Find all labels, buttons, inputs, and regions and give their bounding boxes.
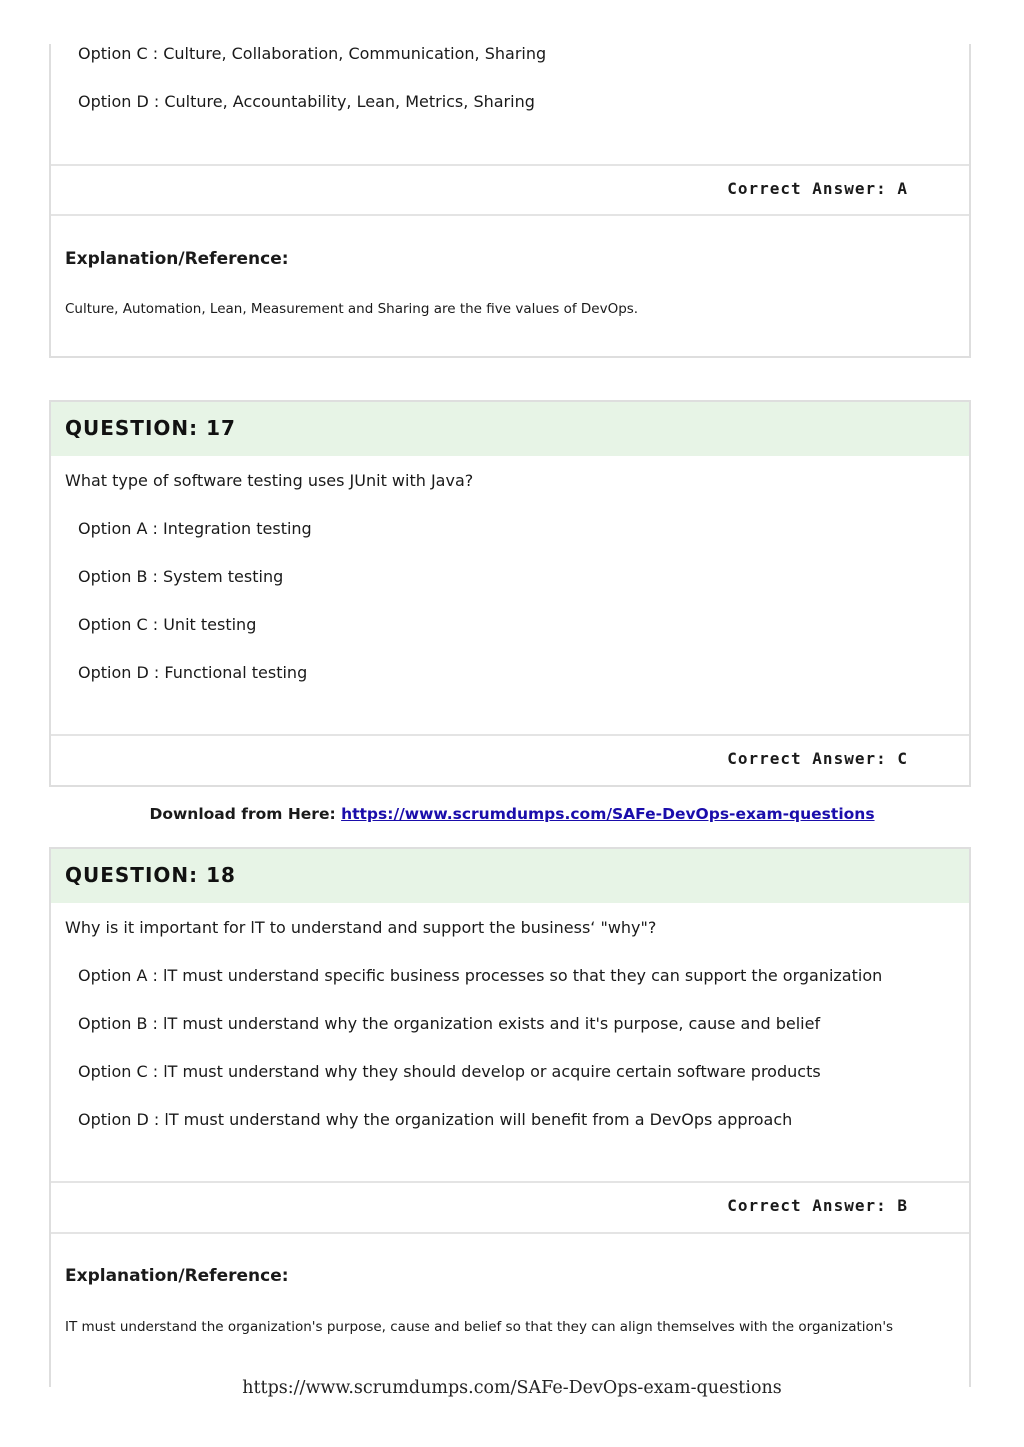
download-line [0,805,1024,823]
explanation-title: Explanation/Reference: [65,1266,289,1286]
option-b: Option B : lT must understand why the organization exists and it's purpose, cause and belief [78,1014,821,1033]
explanation-text: Culture, Automation, Lean, Measurement and Sharing are the five values of DevOps. [65,301,639,317]
question-header: QUESTION: 18 [51,849,969,903]
explanation-text: IT must understand the organization's purpose, cause and belief so that they can align themselves with the organization's [65,1319,894,1335]
option-a: Option A : Integration testing [78,519,312,538]
divider [51,214,969,216]
question-header: QUESTION: 17 [51,402,969,456]
option-c: Option C : lT must understand why they should develop or acquire certain software products [78,1062,821,1081]
question-card-18 [49,847,971,1387]
divider [51,1232,969,1234]
download-label: Download from Here: [149,805,336,823]
divider [51,734,969,736]
option-a: Option A : lT must understand specific business processes so that they can support the organization [78,966,883,985]
explanation-title: Explanation/Reference: [65,249,289,269]
option-d: Option D : lT must understand why the organization will benefit from a DevOps approach [78,1110,793,1129]
option-c: Option C : Unit testing [78,615,257,634]
option-b: Option B : System testing [78,567,284,586]
question-text: What type of software testing uses JUnit with Java? [65,471,474,490]
question-text: Why is it important for lT to understand and support the business‘ "why"? [65,918,657,937]
divider [51,164,969,166]
correct-answer: Correct Answer: B [727,1196,908,1215]
question-card-16 [49,44,971,358]
divider [51,1181,969,1183]
download-link[interactable]: https://www.scrumdumps.com/SAFe-DevOps-exam-questions [341,805,875,823]
correct-answer: Correct Answer: A [727,179,908,198]
option-d: Option D : Functional testing [78,663,308,682]
option-d: Option D : Culture, Accountability, Lean, Metrics, Sharing [78,92,535,111]
question-card-17 [49,400,971,787]
correct-answer: Correct Answer: C [727,749,908,768]
option-c: Option C : Culture, Collaboration, Communication, Sharing [78,44,547,63]
footer-url: https://www.scrumdumps.com/SAFe-DevOps-exam-questions [242,1378,782,1398]
